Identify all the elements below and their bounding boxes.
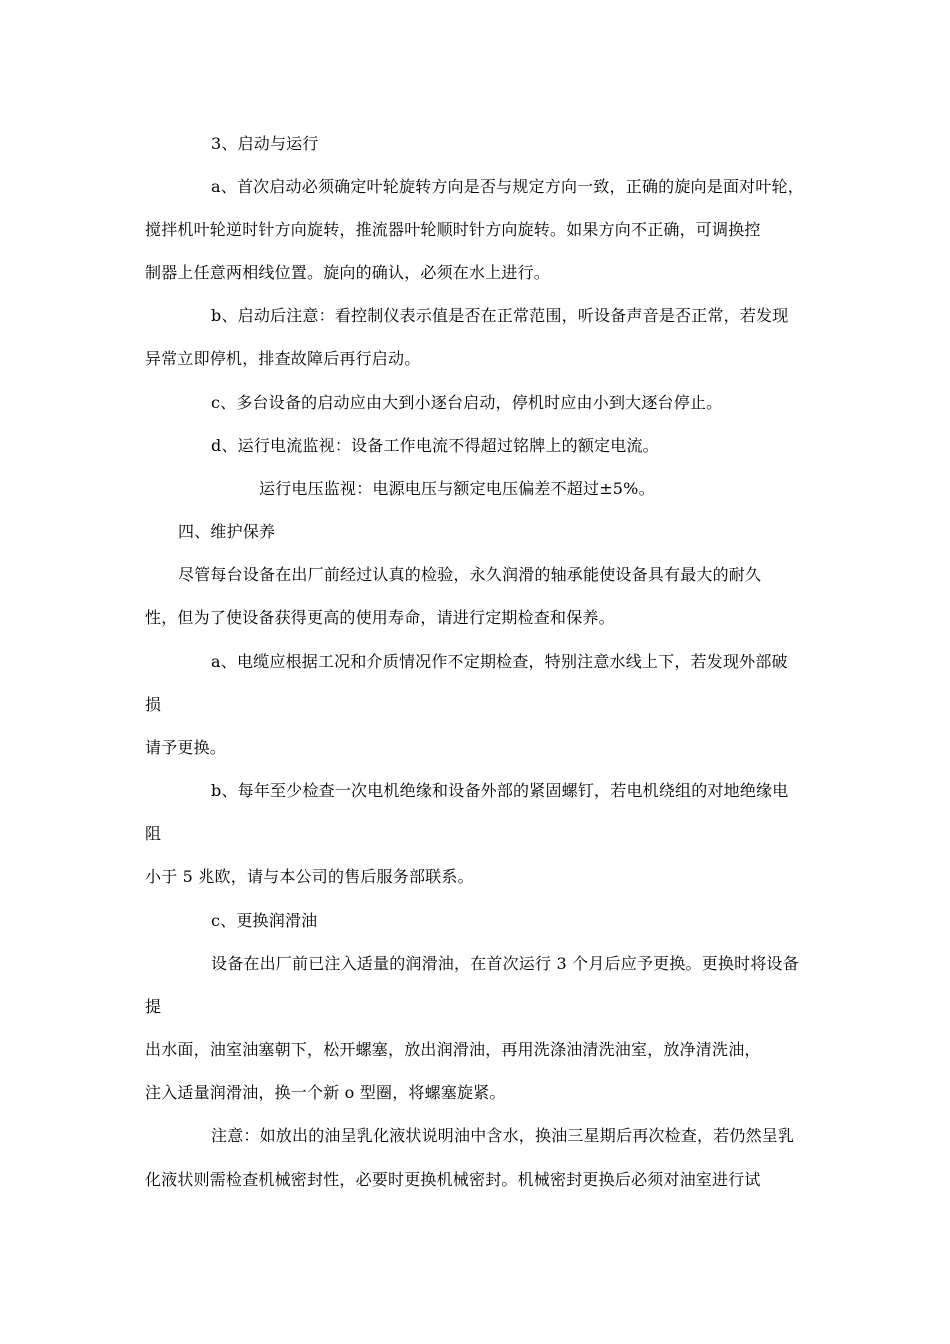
paragraph-line: 请予更换。 [145, 738, 227, 757]
section-heading-startup: 3、启动与运行 [211, 134, 319, 153]
paragraph-line: 损 [145, 695, 162, 714]
paragraph-line: 出水面，油室油塞朝下，松开螺塞，放出润滑油，再用洗涤油清洗油室，放净清洗油， [145, 1040, 761, 1059]
section-heading-maintenance: 四、维护保养 [178, 522, 276, 541]
paragraph-line: a、首次启动必须确定叶轮旋转方向是否与规定方向一致，正确的旋向是面对叶轮， [211, 177, 804, 196]
paragraph-line: 异常立即停机，排查故障后再行启动。 [145, 349, 421, 368]
paragraph-line: 搅拌机叶轮逆时针方向旋转，推流器叶轮顺时针方向旋转。如果方向不正确，可调换控 [145, 220, 761, 239]
paragraph-line: a、电缆应根据工况和介质情况作不定期检查，特别注意水线上下，若发现外部破 [211, 652, 788, 671]
paragraph-line: 注意：如放出的油呈乳化液状说明油中含水，换油三星期后再次检查，若仍然呈乳 [211, 1126, 795, 1145]
paragraph-line: 制器上任意两相线位置。旋向的确认，必须在水上进行。 [145, 263, 551, 282]
paragraph-line: c、多台设备的启动应由大到小逐台启动，停机时应由小到大逐台停止。 [211, 393, 723, 412]
paragraph-line: 提 [145, 997, 162, 1016]
paragraph-line: b、每年至少检查一次电机绝缘和设备外部的紧固螺钉，若电机绕组的对地绝缘电 [211, 781, 789, 800]
paragraph-line: 尽管每台设备在出厂前经过认真的检验，永久润滑的轴承能使设备具有最大的耐久 [178, 565, 762, 584]
paragraph-line: 阻 [145, 824, 162, 843]
paragraph-line: b、启动后注意：看控制仪表示值是否在正常范围，听设备声音是否正常，若发现 [211, 306, 789, 325]
paragraph-line: 设备在出厂前已注入适量的润滑油，在首次运行 3 个月后应予更换。更换时将设备 [211, 954, 799, 973]
paragraph-line: 小于 5 兆欧，请与本公司的售后服务部联系。 [145, 867, 474, 886]
paragraph-line: 性，但为了使设备获得更高的使用寿命，请进行定期检查和保养。 [145, 608, 615, 627]
paragraph-line: 注入适量润滑油，换一个新 o 型圈，将螺塞旋紧。 [145, 1083, 506, 1102]
paragraph-line: 化液状则需检查机械密封性，必要时更换机械密封。机械密封更换后必须对油室进行试 [145, 1170, 761, 1189]
subsection-heading-oil: c、更换润滑油 [211, 911, 318, 930]
paragraph-line: 运行电压监视：电源电压与额定电压偏差不超过±5%。 [259, 479, 655, 498]
paragraph-line: d、运行电流监视：设备工作电流不得超过铭牌上的额定电流。 [211, 436, 659, 455]
